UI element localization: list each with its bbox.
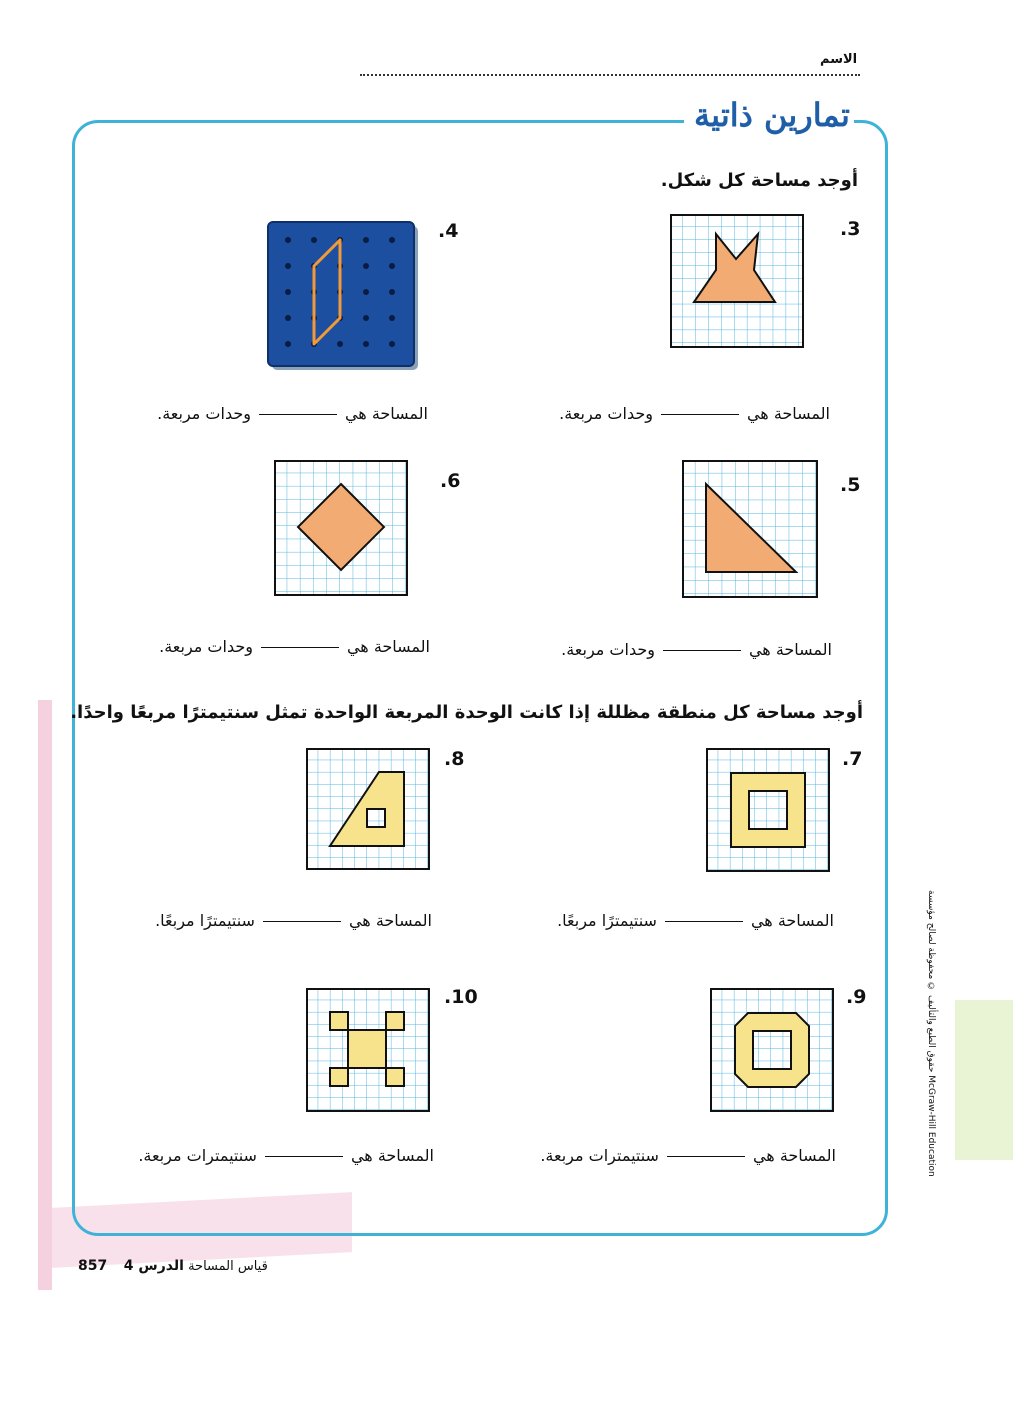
answer-7-blank[interactable] — [665, 921, 743, 922]
instruction-find-area: أوجد مساحة كل شكل. — [660, 170, 858, 191]
answer-10[interactable] — [138, 1146, 434, 1165]
problem-10-number: .10 — [444, 986, 478, 1008]
page-footer — [78, 1258, 268, 1274]
answer-10-unit: سنتيمترات مربعة. — [138, 1146, 257, 1165]
problem-6-number: .6 — [440, 470, 461, 492]
answer-5-unit: وحدات مربعة. — [561, 640, 655, 659]
answer-3[interactable] — [559, 404, 830, 423]
problem-3-figure — [670, 214, 804, 348]
answer-5-blank[interactable] — [663, 650, 741, 651]
problem-8-figure — [306, 748, 430, 870]
decorative-pink-strip — [38, 700, 52, 1290]
answer-6-prefix: المساحة هي — [346, 637, 430, 656]
problem-9-figure — [710, 988, 834, 1112]
answer-9[interactable] — [540, 1146, 836, 1165]
answer-3-prefix: المساحة هي — [746, 404, 830, 423]
problem-7-figure — [706, 748, 830, 872]
answer-7-unit: سنتيمترًا مربعًا. — [557, 911, 657, 930]
problem-9-number: .9 — [846, 986, 867, 1008]
instruction-shaded-area: أوجد مساحة كل منطقة مظللة إذا كانت الوحدة المربعة الواحدة تمثل سنتيمترًا مربعًا واحدًا. — [70, 702, 863, 723]
answer-8-prefix: المساحة هي — [348, 911, 432, 930]
answer-7-prefix: المساحة هي — [750, 911, 834, 930]
answer-4-blank[interactable] — [259, 414, 337, 415]
answer-8-blank[interactable] — [263, 921, 341, 922]
answer-10-prefix: المساحة هي — [350, 1146, 434, 1165]
problem-8-number: .8 — [444, 748, 465, 770]
answer-9-blank[interactable] — [667, 1156, 745, 1157]
lesson-label: الدرس 4 — [123, 1258, 184, 1274]
answer-4-unit: وحدات مربعة. — [157, 404, 251, 423]
answer-6-blank[interactable] — [261, 647, 339, 648]
answer-4-prefix: المساحة هي — [344, 404, 428, 423]
lesson-title: قياس المساحة — [188, 1259, 268, 1274]
answer-6[interactable] — [159, 637, 430, 656]
page-title: تمارين ذاتية — [694, 96, 850, 134]
decorative-green-patch — [955, 1000, 1013, 1160]
name-line[interactable] — [360, 74, 860, 76]
name-label: الاسم — [820, 52, 858, 67]
answer-5-prefix: المساحة هي — [748, 640, 832, 659]
problem-5-figure — [682, 460, 818, 598]
problem-4-number: .4 — [438, 220, 459, 242]
answer-3-blank[interactable] — [661, 414, 739, 415]
problem-4-geoboard — [266, 220, 420, 370]
problem-3-number: .3 — [840, 218, 861, 240]
page-number: 857 — [78, 1258, 108, 1274]
answer-10-blank[interactable] — [265, 1156, 343, 1157]
answer-9-prefix: المساحة هي — [752, 1146, 836, 1165]
problem-6-figure — [274, 460, 408, 596]
copyright-notice: حقوق الطبع والتأليف © محفوظة لصالح مؤسسة McGraw-Hill Education — [926, 890, 936, 1177]
answer-5[interactable] — [561, 640, 832, 659]
answer-8-unit: سنتيمترًا مربعًا. — [155, 911, 255, 930]
answer-6-unit: وحدات مربعة. — [159, 637, 253, 656]
answer-8[interactable] — [155, 911, 432, 930]
answer-4[interactable] — [157, 404, 428, 423]
answer-7[interactable] — [557, 911, 834, 930]
answer-3-unit: وحدات مربعة. — [559, 404, 653, 423]
problem-7-number: .7 — [842, 748, 863, 770]
answer-9-unit: سنتيمترات مربعة. — [540, 1146, 659, 1165]
problem-10-figure — [306, 988, 430, 1112]
problem-5-number: .5 — [840, 474, 861, 496]
